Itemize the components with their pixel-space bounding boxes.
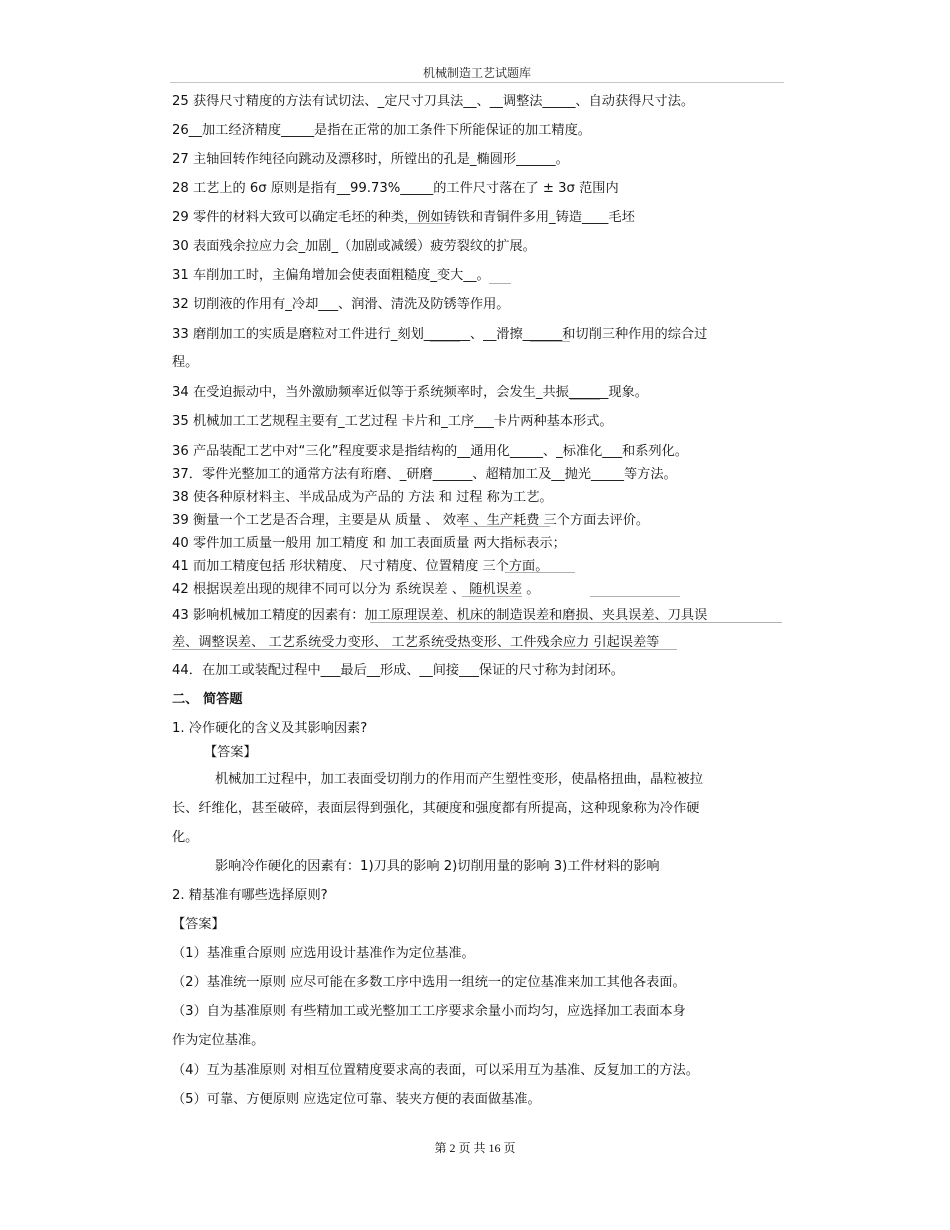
fill-blank-43-cont: 差、调整误差、 工艺系统受力变形、 工艺系统受热变形、工件残余应力 引起误差等 <box>172 635 660 650</box>
answer-underline <box>172 649 677 650</box>
page-footer-number: 第 2 页 共 16 页 <box>434 1141 516 1155</box>
fill-blank-29: 29 零件的材料大致可以确定毛坯的种类，例如铸铁和青铜件多用_铸造____毛坯 <box>172 210 635 225</box>
answer-1-para-1: 机械加工过程中，加工表面受切削力的作用而产生塑性变形，使晶格扭曲，晶粒被拉 <box>215 772 703 787</box>
fill-blank-38: 38 使各种原材料主、半成品成为产品的 方法 和 过程 称为工艺。 <box>172 490 553 505</box>
section-title-short-answer: 二、 简答题 <box>172 692 243 707</box>
fill-blank-32: 32 切削液的作用有_冷却___、润滑、清洗及防锈等作用。 <box>172 297 510 312</box>
question-2: 2. 精基准有哪些选择原则? <box>172 888 328 903</box>
fill-blank-33-cont: 程。 <box>172 355 199 370</box>
answer-underline <box>408 223 450 224</box>
header-divider <box>170 82 784 83</box>
fill-blank-36: 36 产品装配工艺中对“三化”程度要求是指结构的__通用化_____、_标准化___和系列化。 <box>172 444 688 459</box>
answer-underline <box>570 399 600 400</box>
answer-underline <box>370 622 782 623</box>
principle-3: （3）自为基准原则 有些精加工或光整加工工序要求余量小而均匀，应选择加工表面本身 <box>172 1004 686 1019</box>
fill-blank-44: 44．在加工或装配过程中___最后__形成、__间接___保证的尺寸称为封闭环。 <box>172 663 624 678</box>
answer-underline <box>460 526 550 527</box>
answer-1-para-3: 化。 <box>172 830 199 845</box>
fill-blank-30: 30 表面残余拉应力会_加剧_（加剧或减缓）疲劳裂纹的扩展。 <box>172 239 536 254</box>
principle-1: （1）基准重合原则 应选用设计基准作为定位基准。 <box>172 946 475 961</box>
principle-2: （2）基准统一原则 应尽可能在多数工序中选用一组统一的定位基准来加工其他各表面。 <box>172 975 686 990</box>
principle-3-cont: 作为定位基准。 <box>172 1033 265 1048</box>
answer-label-1: 【答案】 <box>204 745 257 760</box>
answer-underline <box>489 283 511 284</box>
principle-4: （4）互为基准原则 对相互位置精度要求高的表面，可以采用互为基准、反复加工的方法。 <box>172 1063 699 1078</box>
principle-5: （5）可靠、方便原则 应选定位可靠、装夹方便的表面做基准。 <box>172 1092 541 1107</box>
question-1: 1. 冷作硬化的含义及其影响因素? <box>172 721 368 736</box>
answer-underline <box>462 596 522 597</box>
page-header-title: 机械制造工艺试题库 <box>422 66 531 80</box>
answer-underline <box>590 596 680 597</box>
fill-blank-43: 43 影响机械加工精度的因素有：加工原理误差、机床的制造误差和磨损、夹具误差、刀具误 <box>172 608 708 623</box>
answer-underline <box>530 341 570 342</box>
fill-blank-26: 26__加工经济精度_____是指在正常的加工条件下所能保证的加工精度。 <box>172 123 591 138</box>
fill-blank-31: 31 车削加工时，主偏角增加会使表面粗糙度_变大__。 <box>172 268 490 283</box>
fill-blank-35: 35 机械加工工艺规程主要有_工艺过程 卡片和_工序___卡片两种基本形式。 <box>172 414 613 429</box>
fill-blank-25: 25 获得尺寸精度的方法有试切法、_定尺寸刀具法__、__调整法_____、自动获得尺寸法。 <box>172 94 695 109</box>
answer-1-factors: 影响冷作硬化的因素有：1)刀具的影响 2)切削用量的影响 3)工件材料的影响 <box>215 859 660 874</box>
answer-underline <box>430 341 460 342</box>
fill-blank-41: 41 而加工精度包括 形状精度、 尺寸精度、位置精度 三个方面。 <box>172 559 549 574</box>
fill-blank-27: 27 主轴回转作纯径向跳动及漂移时，所镗出的孔是_椭圆形______。 <box>172 152 569 167</box>
fill-blank-33: 33 磨削加工的实质是磨粒对工件进行_刻划_______、__滑擦______和切削三种作用的综合过 <box>172 327 708 342</box>
fill-blank-40: 40 零件加工质量一般用 加工精度 和 加工表面质量 两大指标表示； <box>172 536 566 551</box>
fill-blank-34: 34 在受迫振动中，当外激励频率近似等于系统频率时，会发生_共振______现象。 <box>172 385 648 400</box>
answer-label-2: 【答案】 <box>172 917 225 932</box>
answer-1-para-2: 长、纤维化，甚至破碎，表面层得到强化，其硬度和强度都有所提高，这种现象称为冷作硬 <box>172 801 700 816</box>
fill-blank-42: 42 根据误差出现的规律不同可以分为 系统误差 、 随机误差 。 <box>172 582 540 597</box>
fill-blank-37: 37．零件光整加工的通常方法有珩磨、_研磨______、超精加工及__抛光_____等方法。 <box>172 467 677 482</box>
fill-blank-39: 39 衡量一个工艺是否合理，主要是从 质量 、 效率 、生产耗费 三个方面去评价。 <box>172 513 650 528</box>
answer-underline <box>505 572 575 573</box>
fill-blank-28: 28 工艺上的 6σ 原则是指有__99.73%_____的工件尺寸落在了 ± 3σ 范围内 <box>172 181 619 196</box>
